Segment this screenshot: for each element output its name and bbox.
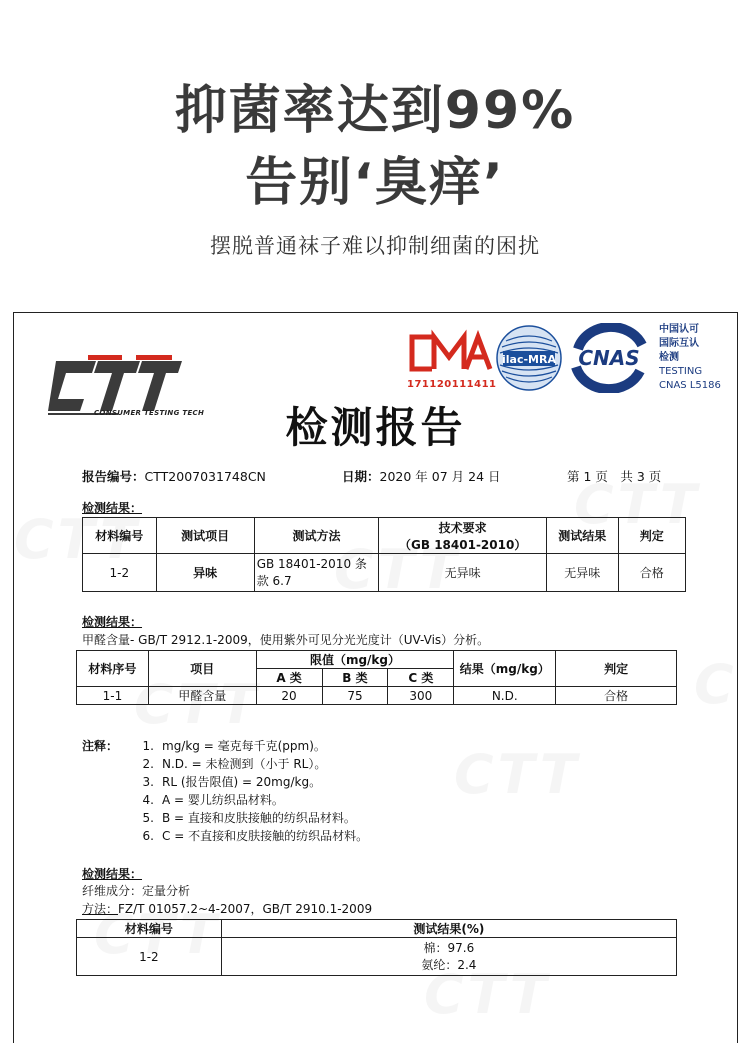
watermark <box>454 743 581 806</box>
fiber-method: 方法：FZ/T 01057.2~4-2007，GB/T 2910.1-2009 <box>82 902 373 916</box>
note-item: 1. mg/kg = 毫克每千克(ppm)。 <box>142 739 326 753</box>
note-item: 4. A = 婴儿纺织品材料。 <box>142 793 284 807</box>
section2-heading: 检测结果： <box>82 615 143 629</box>
hero-subtitle: 摆脱普通袜子难以抑制细菌的困扰 <box>210 234 540 258</box>
report-title: 检测报告 <box>285 403 466 452</box>
cell-result: 无异味 <box>546 554 618 592</box>
header-item: 项目 <box>148 651 256 687</box>
table-row <box>83 554 686 592</box>
ilac-mra-icon <box>494 323 564 393</box>
cell-fiber-result: 棉：97.6 氨纶：2.4 <box>221 938 676 976</box>
note-item: 5. B = 直接和皮肤接触的纺织品材料。 <box>142 811 356 825</box>
header-limit: 限值（mg/kg） <box>256 651 454 669</box>
cell-limit-c: 300 <box>388 687 454 705</box>
fiber-composition: 纤维成分：定量分析 <box>82 884 191 898</box>
header-verdict: 判定 <box>556 651 677 687</box>
header-tech-requirement: 技术要求 （GB 18401-2010） <box>379 518 547 554</box>
fiber-content-table <box>76 919 677 976</box>
cell-test-item: 异味 <box>156 554 254 592</box>
header-material-id: 材料编号 <box>77 920 222 938</box>
table-row <box>77 938 677 976</box>
report-number: 报告编号：CTT2007031748CN <box>82 469 266 484</box>
cell-result: N.D. <box>454 687 556 705</box>
header-material-no: 材料序号 <box>77 651 149 687</box>
note-item: 6. C = 不直接和皮肤接触的纺织品材料。 <box>142 829 369 843</box>
header-test-method: 测试方法 <box>254 518 379 554</box>
watermark <box>694 653 738 716</box>
cell-limit-a: 20 <box>256 687 322 705</box>
note-item: 2. N.D. = 未检测到（小于 RL）。 <box>142 757 327 771</box>
section1-heading: 检测结果： <box>82 501 143 515</box>
header-verdict: 判定 <box>618 518 685 554</box>
test-report-document <box>13 312 738 1043</box>
cell-material-no: 1-1 <box>77 687 149 705</box>
cell-requirement: 无异味 <box>379 554 547 592</box>
section3-heading: 检测结果： <box>82 867 143 881</box>
cell-limit-b: 75 <box>322 687 388 705</box>
report-date: 日期：2020 年 07 月 24 日 <box>342 469 501 484</box>
cnas-mark-icon <box>568 323 650 393</box>
notes-label: 注释： <box>82 739 119 753</box>
cell-item: 甲醛含量 <box>148 687 256 705</box>
cell-test-method: GB 18401-2010 条 款 6.7 <box>254 554 379 592</box>
table-row <box>77 687 677 705</box>
header-test-item: 测试项目 <box>156 518 254 554</box>
cell-verdict: 合格 <box>618 554 685 592</box>
header-class-c: C 类 <box>388 669 454 687</box>
header-material-id: 材料编号 <box>83 518 157 554</box>
logo-text: CONSUMER TESTING TECH <box>94 409 205 417</box>
note-item: 3. RL (报告限值) = 20mg/kg。 <box>142 775 322 789</box>
formaldehyde-table <box>76 650 677 705</box>
svg-text:ilac-MRA: ilac-MRA <box>502 353 556 366</box>
svg-text:CNAS: CNAS <box>578 346 640 370</box>
header-class-a: A 类 <box>256 669 322 687</box>
cma-mark-icon <box>402 327 496 379</box>
header-result: 测试结果 <box>546 518 618 554</box>
cnas-accreditation-text: 中国认可 国际互认 检测 TESTING CNAS L5186 <box>659 324 721 391</box>
header-result: 结果（mg/kg） <box>454 651 556 687</box>
odor-test-table <box>82 517 686 592</box>
hero-title-line1: 抑菌率达到99% <box>174 81 576 141</box>
cell-material-id: 1-2 <box>83 554 157 592</box>
page-info: 第 1 页 共 3 页 <box>567 469 662 484</box>
header-test-result: 测试结果(%) <box>221 920 676 938</box>
cell-verdict: 合格 <box>556 687 677 705</box>
cell-material-id: 1-2 <box>77 938 222 976</box>
header-class-b: B 类 <box>322 669 388 687</box>
formaldehyde-method-desc: 甲醛含量- GB/T 2912.1-2009，使用紫外可见分光光度计（UV-Vis）分析。 <box>82 633 490 647</box>
cma-code: 171120111411 <box>407 379 497 390</box>
hero-title-line2: 告别‘臭痒’ <box>245 153 505 213</box>
